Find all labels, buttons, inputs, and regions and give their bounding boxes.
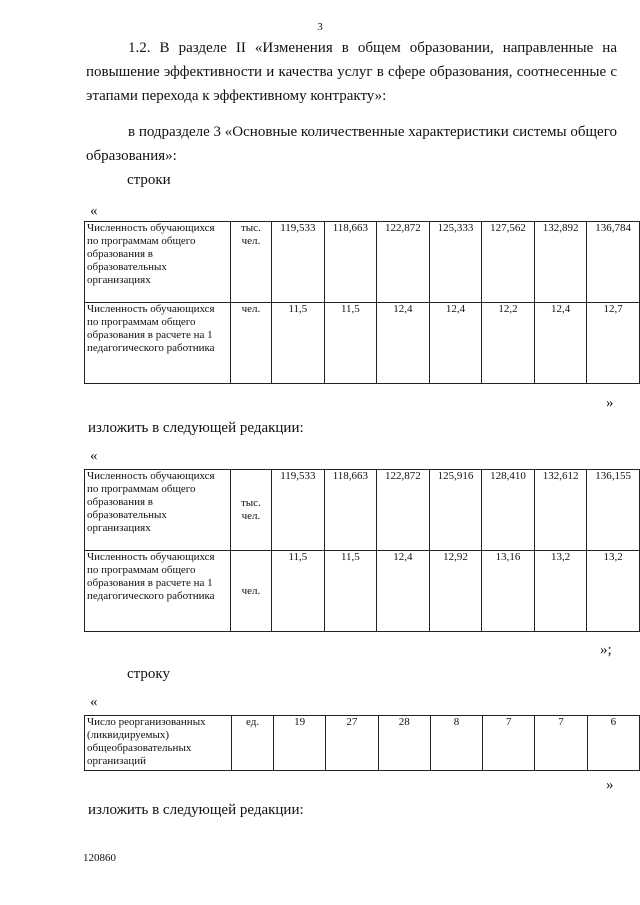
table-reorganized [84, 715, 640, 771]
cell-value: 27 [326, 716, 378, 771]
cell-value: 11,5 [272, 551, 325, 632]
cell-value: 12,4 [377, 303, 430, 384]
table-original-lines [84, 221, 640, 384]
cell-value: 12,4 [377, 551, 430, 632]
cell-value: 119,533 [272, 222, 325, 303]
lines-word: строки [127, 172, 171, 188]
row-unit: ед. [232, 716, 274, 771]
cell-value: 28 [378, 716, 430, 771]
cell-value: 19 [273, 716, 325, 771]
row-unit: чел. [230, 551, 271, 632]
row-label: Число реорганизованных (ликвидируемых) общеобразовательных организаций [85, 716, 232, 771]
cell-value: 7 [483, 716, 535, 771]
close-quote-2: »; [600, 642, 612, 658]
table-new-lines [84, 469, 640, 632]
cell-value: 12,92 [429, 551, 482, 632]
cell-value: 6 [587, 716, 639, 771]
cell-value: 12,2 [482, 303, 535, 384]
footer-code: 120860 [83, 852, 116, 864]
page-number: 3 [317, 21, 323, 33]
table-row [85, 551, 640, 632]
cell-value: 12,4 [429, 303, 482, 384]
replace-text-1: изложить в следующей редакции: [88, 420, 304, 436]
cell-value: 13,2 [534, 551, 587, 632]
row-label: Численность обучающихся по программам общего образования в образовательных организациях [85, 470, 231, 551]
cell-value: 11,5 [324, 551, 377, 632]
cell-value: 132,612 [534, 470, 587, 551]
cell-value: 12,4 [534, 303, 587, 384]
cell-value: 119,533 [272, 470, 325, 551]
cell-value: 125,333 [429, 222, 482, 303]
cell-value: 8 [430, 716, 482, 771]
row-label: Численность обучающихся по программам общего образования в расчете на 1 педагогического работника [85, 303, 231, 384]
row-unit: тыс. чел. [230, 470, 271, 551]
row-unit: тыс. чел. [230, 222, 271, 303]
table-row [85, 222, 640, 303]
cell-value: 13,16 [482, 551, 535, 632]
cell-value: 122,872 [377, 470, 430, 551]
open-quote-1: « [90, 203, 98, 219]
cell-value: 128,410 [482, 470, 535, 551]
cell-value: 12,7 [587, 303, 640, 384]
cell-value: 127,562 [482, 222, 535, 303]
close-quote-1: » [606, 395, 614, 411]
line-word: строку [127, 666, 170, 682]
cell-value: 136,784 [587, 222, 640, 303]
cell-value: 132,892 [534, 222, 587, 303]
table-row [85, 716, 640, 771]
open-quote-2: « [90, 448, 98, 464]
row-label: Численность обучающихся по программам общего образования в расчете на 1 педагогического работника [85, 551, 231, 632]
cell-value: 7 [535, 716, 587, 771]
replace-text-2: изложить в следующей редакции: [88, 802, 304, 818]
cell-value: 136,155 [587, 470, 640, 551]
cell-value: 118,663 [324, 222, 377, 303]
open-quote-3: « [90, 694, 98, 710]
row-label: Численность обучающихся по программам общего образования в образовательных организациях [85, 222, 231, 303]
cell-value: 125,916 [429, 470, 482, 551]
cell-value: 11,5 [324, 303, 377, 384]
cell-value: 11,5 [272, 303, 325, 384]
subsection-paragraph: в подразделе 3 «Основные количественные характеристики системы общего образования»: [86, 124, 617, 164]
close-quote-3: » [606, 777, 614, 793]
cell-value: 118,663 [324, 470, 377, 551]
cell-value: 122,872 [377, 222, 430, 303]
table-row [85, 303, 640, 384]
row-unit: чел. [230, 303, 271, 384]
table-row [85, 470, 640, 551]
cell-value: 13,2 [587, 551, 640, 632]
intro-paragraph: 1.2. В разделе II «Изменения в общем образовании, направленные на повышение эффективности и качества услуг в сфере образования, соотнесенные с этапами перехода к эффективному контракту»: [86, 40, 617, 104]
